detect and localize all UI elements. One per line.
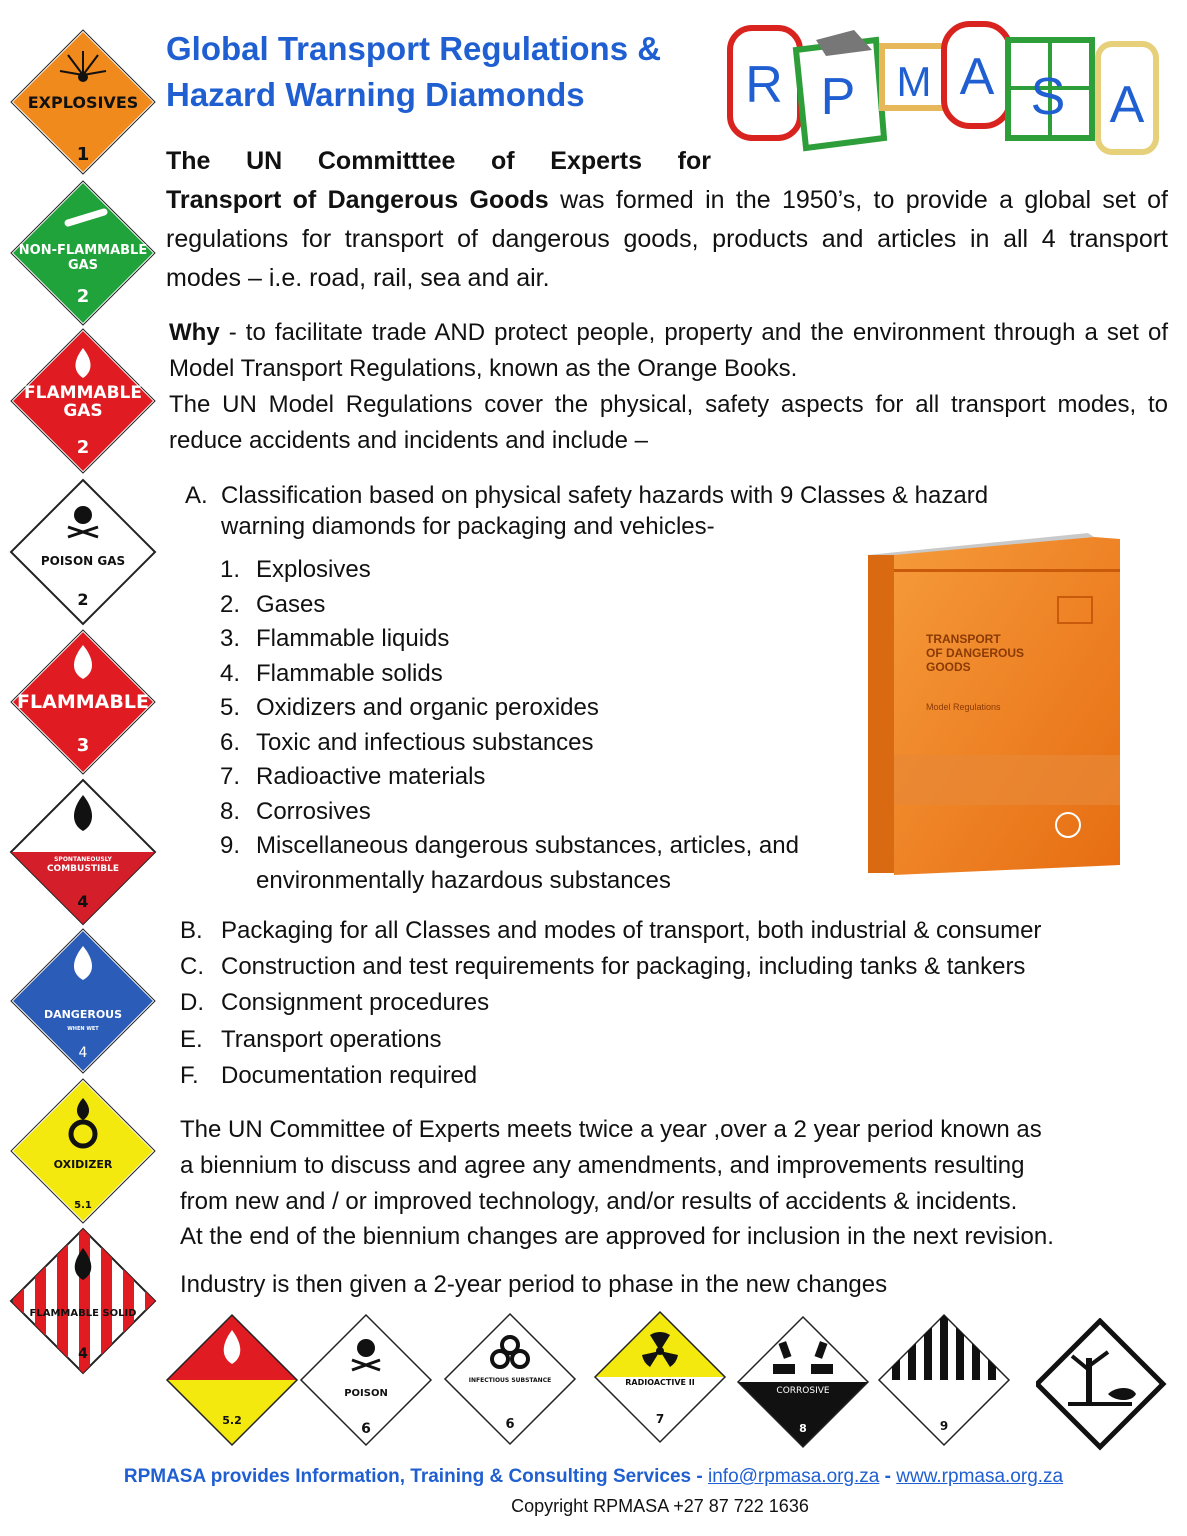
list-item: 1. Explosives (220, 556, 371, 583)
svg-text:5.1: 5.1 (74, 1200, 92, 1211)
book-title-line1: TRANSPORT (926, 632, 1001, 646)
poison-gas-placard (8, 477, 158, 627)
list-item: D. Consignment procedures (180, 989, 490, 1017)
list-item: 7. Radioactive materials (220, 763, 486, 790)
svg-text:3: 3 (76, 735, 90, 756)
spontaneously-combustible-placard (8, 777, 158, 927)
svg-text:5.2: 5.2 (222, 1414, 242, 1427)
svg-text:DANGEROUS: DANGEROUS (43, 1008, 123, 1021)
list-item: 9. Miscellaneous dangerous substances, articles, and (220, 832, 799, 859)
svg-text:GAS: GAS (63, 401, 103, 421)
intro-rest: was formed in the 1950’s, to provide a global set of regulations for transport of dangerous goods, products and articles in all 4 transport modes – i.e. road, rail, sea and air. (166, 186, 1168, 292)
organic-peroxide-placard (164, 1312, 300, 1448)
intro-bold: Transport of Dangerous Goods (166, 186, 549, 214)
list-b-f (180, 913, 1041, 1094)
svg-text:EXPLOSIVES: EXPLOSIVES (27, 93, 139, 112)
non-flammable-gas-placard (8, 178, 158, 328)
svg-text:2: 2 (76, 437, 90, 458)
committee-line1: The UN Committee of Experts meets twice a year ,over a 2 year period known as (180, 1116, 1042, 1143)
orange-book-image (858, 525, 1130, 880)
oxidizer-placard (8, 1076, 158, 1226)
list-item: E. Transport operations (180, 1025, 442, 1053)
title-line2: Hazard Warning Diamonds (166, 76, 585, 113)
flammable-solid-placard (8, 1226, 158, 1376)
list-item: 5. Oxidizers and organic peroxides (220, 694, 599, 721)
svg-text:4: 4 (78, 1045, 88, 1061)
logo-letter-r: R (745, 56, 783, 114)
radioactive-placard (592, 1309, 728, 1445)
model-regulations-text: The UN Model Regulations cover the physical, safety aspects for all transport modes, to reduce accidents and incidents and include – (169, 391, 1168, 454)
committee-line3: from new and / or improved technology, and/or results of accidents & incidents. (180, 1187, 1018, 1215)
svg-text:2: 2 (76, 286, 90, 307)
book-subtitle: Model Regulations (926, 702, 1001, 712)
industry-text: Industry is then given a 2-year period to phase in the new changes (180, 1271, 888, 1298)
rpmasa-logo (726, 10, 1166, 160)
intro-paragraph (166, 142, 1168, 298)
svg-text:1: 1 (76, 144, 90, 165)
svg-text:RADIOACTIVE II: RADIOACTIVE II (625, 1378, 695, 1387)
class9-continuation: environmentally hazardous substances (256, 866, 671, 894)
list-a-line1: Classification based on physical safety hazards with 9 Classes & hazard (221, 482, 989, 509)
website-link[interactable]: www.rpmasa.org.za (896, 1466, 1064, 1487)
svg-text:FLAMMABLE: FLAMMABLE (17, 691, 149, 713)
svg-text:2: 2 (77, 590, 89, 609)
explosives-placard (8, 27, 158, 177)
svg-text:GAS: GAS (67, 258, 99, 273)
svg-text:FLAMMABLE: FLAMMABLE (24, 383, 142, 403)
footer-separator: - (879, 1466, 897, 1487)
logo-letter-s: S (1030, 68, 1066, 126)
svg-text:OXIDIZER: OXIDIZER (53, 1158, 113, 1171)
svg-text:SPONTANEOUSLY: SPONTANEOUSLY (54, 856, 112, 863)
logo-letter-m: M (896, 58, 932, 105)
footer-text: RPMASA provides Information, Training & Consulting Services - (123, 1466, 709, 1487)
dangerous-when-wet-placard (8, 926, 158, 1076)
why-text: - to facilitate trade AND protect people, property and the environment through a set of Model Transport Regulations, known as the Orange Books. (169, 319, 1168, 382)
list-item: B. Packaging for all Classes and modes of transport, both industrial & consumer (180, 917, 1042, 944)
class-list (220, 553, 799, 898)
svg-text:POISON: POISON (344, 1388, 388, 1399)
why-label: Why (169, 319, 220, 346)
svg-text:INFECTIOUS SUBSTANCE: INFECTIOUS SUBSTANCE (468, 1377, 552, 1384)
flammable-liquid-placard (8, 627, 158, 777)
why-paragraph (169, 315, 1168, 459)
svg-text:8: 8 (799, 1422, 807, 1435)
svg-text:POISON GAS: POISON GAS (40, 554, 126, 568)
poison-placard (298, 1312, 434, 1448)
svg-text:6: 6 (361, 1421, 371, 1437)
logo-letter-a2: A (1109, 76, 1145, 134)
corrosive-placard (735, 1314, 871, 1450)
title-line1: Global Transport Regulations & (166, 30, 662, 67)
list-item: F. Documentation required (180, 1061, 478, 1089)
environmentally-hazardous-mark (1036, 1318, 1172, 1454)
svg-text:WHEN WET: WHEN WET (67, 1026, 99, 1032)
list-item: 2. Gases (220, 590, 326, 618)
flammable-gas-placard (8, 326, 158, 476)
email-link[interactable]: info@rpmasa.org.za (708, 1466, 880, 1487)
book-title-line2: OF DANGEROUS (926, 646, 1025, 660)
committee-paragraph (180, 1112, 1170, 1255)
svg-text:4: 4 (78, 1346, 88, 1362)
logo-letter-p: P (820, 68, 856, 126)
list-item: 4. Flammable solids (220, 659, 443, 687)
book-title-line3: GOODS (926, 660, 971, 674)
svg-text:6: 6 (505, 1417, 515, 1432)
miscellaneous-placard (876, 1312, 1012, 1448)
logo-letter-a1: A (959, 48, 995, 106)
svg-text:NON-FLAMMABLE: NON-FLAMMABLE (18, 243, 148, 258)
svg-text:FLAMMABLE SOLID: FLAMMABLE SOLID (29, 1308, 137, 1319)
committee-line2: a biennium to discuss and agree any amendments, and improvements resulting (180, 1151, 1025, 1179)
list-letter: A. (185, 482, 208, 509)
svg-text:COMBUSTIBLE: COMBUSTIBLE (46, 864, 120, 874)
footer (0, 1466, 1187, 1488)
list-item: C. Construction and test requirements for packaging, including tanks & tankers (180, 953, 1026, 981)
committee-line4: At the end of the biennium changes are approved for inclusion in the next revision. (180, 1223, 1054, 1251)
list-a-line2: warning diamonds for packaging and vehicles- (221, 513, 715, 540)
svg-text:9: 9 (939, 1419, 949, 1433)
page-title (166, 26, 661, 118)
intro-line1: The UN Committtee of Experts for (166, 147, 711, 175)
svg-text:7: 7 (655, 1412, 665, 1426)
svg-text:CORROSIVE: CORROSIVE (776, 1386, 830, 1396)
copyright: Copyright RPMASA +27 87 722 1636 (511, 1496, 809, 1516)
infectious-substance-placard (442, 1311, 578, 1447)
list-item: 3. Flammable liquids (220, 625, 450, 652)
list-item: 6. Toxic and infectious substances (220, 728, 594, 756)
svg-text:4: 4 (77, 892, 89, 911)
list-item: 8. Corrosives (220, 797, 371, 825)
